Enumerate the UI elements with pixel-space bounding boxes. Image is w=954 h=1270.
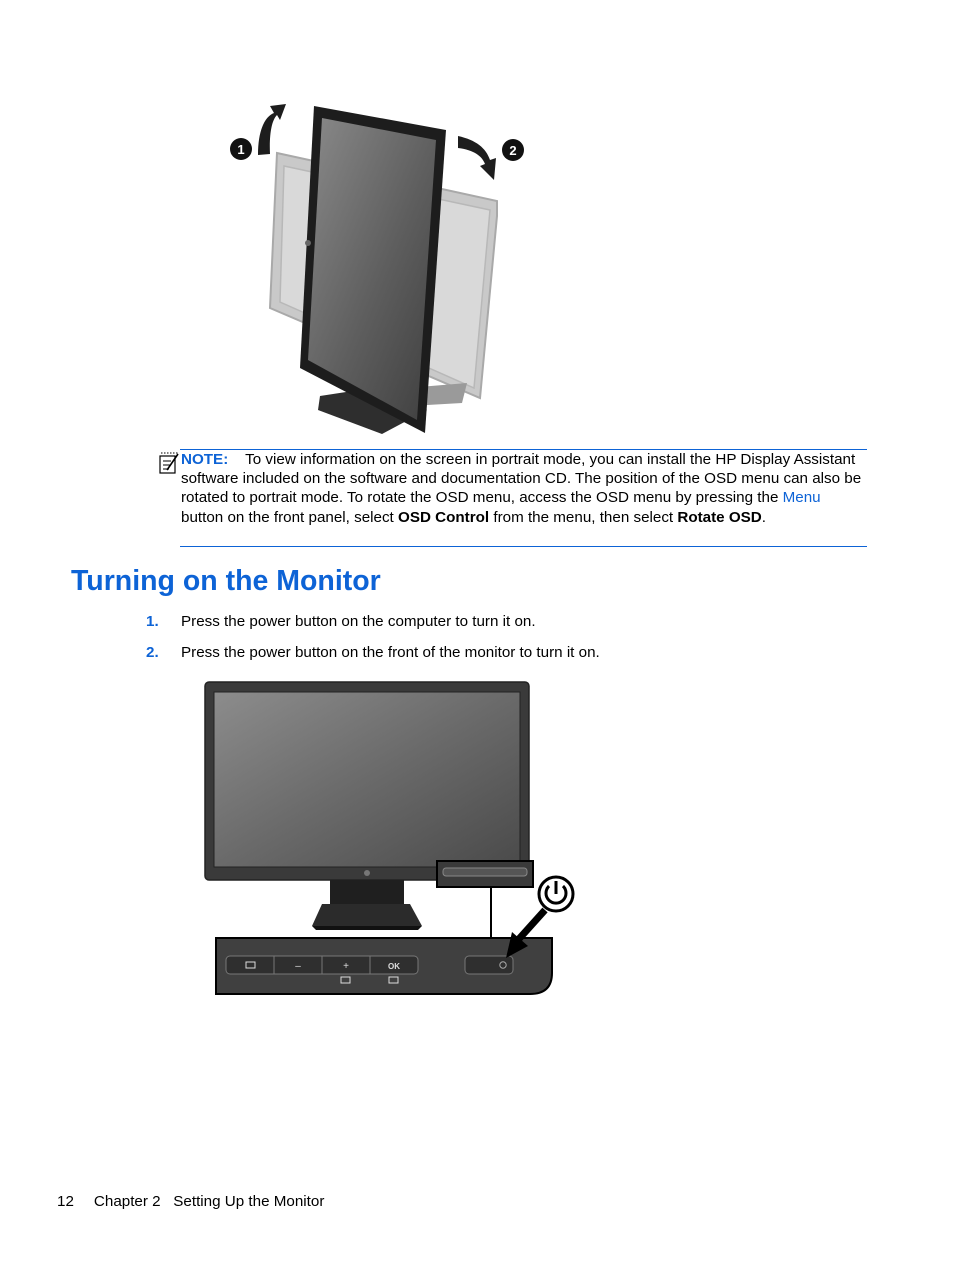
step-text: Press the power button on the computer to turn it on. [181,613,536,630]
chapter-label: Chapter 2 [93,1193,161,1210]
page-number: 12 [57,1193,74,1210]
rotate-osd-reference: Rotate OSD [677,508,762,526]
minus-button-label: – [295,961,301,972]
note-block [156,448,867,547]
step-text: Press the power button on the front of the monitor to turn it on. [181,644,600,661]
note-text [181,450,867,527]
osd-control-reference: OSD Control [398,508,490,526]
front-control-panel [216,938,552,994]
note-rule-bottom [180,546,867,547]
plus-button-label: + [343,961,349,972]
step-number: 2. [146,644,159,661]
rotate-arrow-up-icon [258,104,286,155]
power-symbol-icon [539,877,573,911]
rotate-arrow-down-icon [458,136,496,180]
step-number: 1. [146,613,159,630]
section-label: Setting Up the Monitor [173,1193,325,1210]
menu-button-reference: Menu [782,489,821,507]
svg-text:2: 2 [509,143,517,158]
monitor-body [205,682,529,880]
callout-1 [230,138,252,160]
monitor-front-illustration [200,678,580,998]
step-item [146,643,600,662]
step-item [146,612,536,631]
ok-button-label: OK [388,962,400,971]
section-heading: Turning on the Monitor [71,565,381,597]
note-text-part-4: . [761,508,766,526]
monitor-stand [312,880,422,930]
svg-text:1: 1 [237,142,245,157]
note-text-part-2: button on the front panel, select [181,508,398,526]
callout-2 [502,139,524,161]
monitor-pivot-illustration [222,98,532,440]
page-footer [57,1192,324,1211]
note-text-part-3: from the menu, then select [489,508,678,526]
note-text-part-1: To view information on the screen in portrait mode, you can install the HP Display Assistant software included on the software and documentation CD. The position of the OSD menu can also be rotated to portrait mode. To rotate the OSD menu, access the OSD menu by pressing the [181,451,862,507]
portrait-monitor [300,106,446,433]
note-label: NOTE: [181,451,229,468]
note-pencil-icon [158,451,180,475]
